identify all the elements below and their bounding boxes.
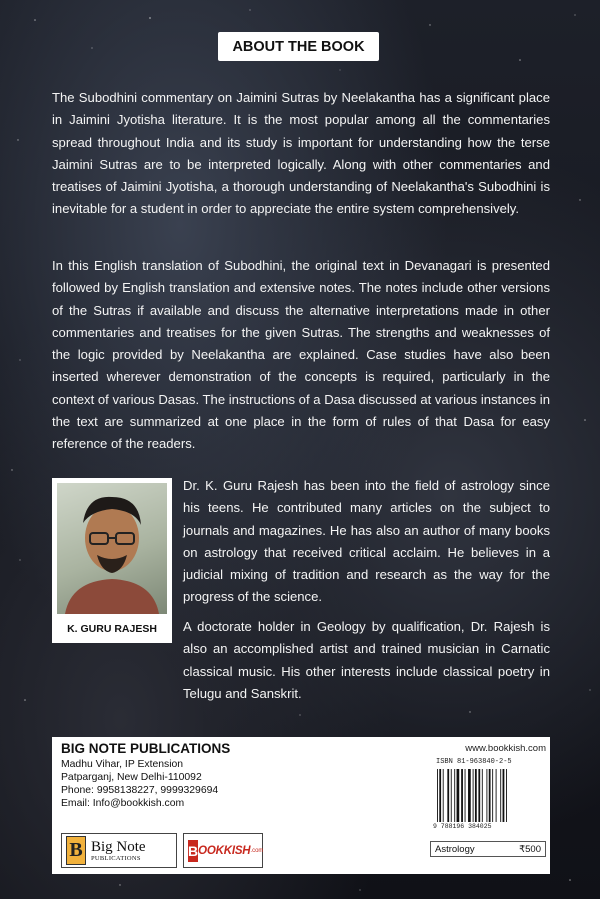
category-price-tag [430,841,546,857]
author-photo [57,483,167,614]
publisher-address-line: Madhu Vihar, IP Extension [61,759,184,770]
description-paragraph-2: In this English translation of Subodhini, the original text in Devanagari is presented followed by English translation and extensive notes. The notes include other versions of the Sutras if available and discuss the alternative interpretations made in other commentaries and treatises for the given Sutras. The strengths and weaknesses of the logic provided by Neelakantha are explained. Case studies have also been inserted wherever demonstration of the concepts is required, particularly in the context of various Dasas. The instructions of a Dasa discussed at various instances in the text are summarized at one place in the form of rules of that Dasa for easy reference of the readers. [52,258,550,452]
big-note-logo-mark: B [66,836,86,865]
author-name-caption: K. GURU RAJESH [67,622,157,635]
publisher-email: Email: Info@bookkish.com [61,798,185,809]
publisher-phone: Phone: 9958138227, 9999329694 [61,785,219,796]
isbn-number: ISBN 81-963840-2-5 [436,758,512,766]
about-the-book-heading: ABOUT THE BOOK [218,32,379,61]
bookkish-logo [183,833,263,868]
price-label: ₹500 [519,843,541,855]
author-photo-frame [52,478,172,643]
big-note-logo [61,833,177,868]
category-label: Astrology [435,843,475,855]
author-bio-paragraph-2: A doctorate holder in Geology by qualification, Dr. Rajesh is also an accomplished artist and trained musician in Carnatic classical music. His other interests include classical poetry in Telugu and Sanskrit. [183,619,550,701]
description-paragraph-1: The Subodhini commentary on Jaimini Sutras by Neelakantha has a significant place in Jaimini Jyotisha literature. It is the most popular among all the commentaries spread throughout India and its study is important for understanding how the terse Jaimini Sutras are to be interpreted logically. Along with other commentaries and treatises of Jaimini Jyotisha, a thorough understanding of Neelakantha's Subodhini is inevitable for a student in order to appreciate the entire system comprehensively. [52,90,550,217]
author-bio-paragraph-1: Dr. K. Guru Rajesh has been into the field of astrology since his teens. He contributed many articles on the subject to journals and magazines. He has also an author of many books on astrology that received critical acclaim. He believes in a judicial mixing of tradition and research as the way for the progress of the science. [183,478,550,605]
publisher-website: www.bookkish.com [465,743,546,754]
publisher-panel [52,737,550,874]
isbn-barcode [430,756,546,838]
bookkish-logo-text: OOKKISH [198,844,251,857]
big-note-logo-subtitle: PUBLICATIONS [91,854,141,862]
bookkish-logo-suffix: .com [250,847,264,854]
publisher-address-line: Patparganj, New Delhi-110092 [61,772,202,783]
big-note-logo-title: Big Note [91,838,146,855]
publisher-name: BIG NOTE PUBLICATIONS [61,741,231,756]
bookkish-logo-mark: B [188,840,198,862]
barcode-number: 9 788196 384025 [433,823,492,830]
barcode-icon [436,769,536,822]
